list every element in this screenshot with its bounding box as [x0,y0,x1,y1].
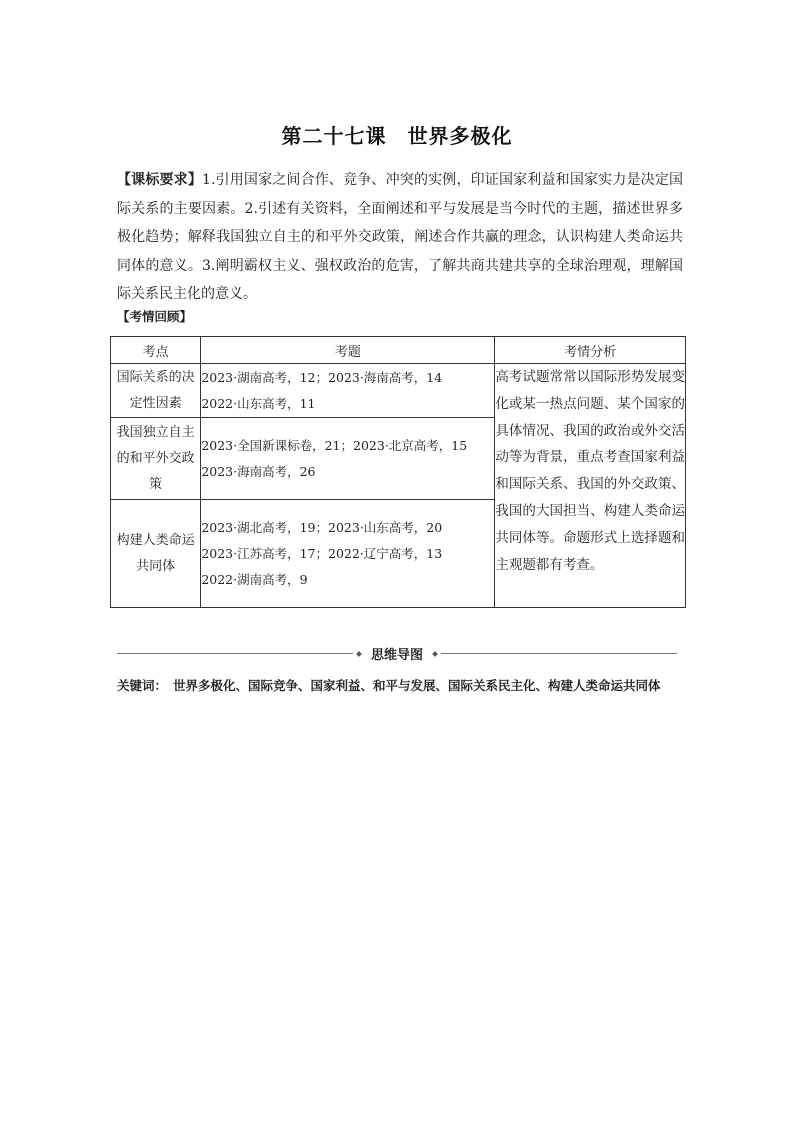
header-point: 考点 [111,337,201,364]
divider-line-right [441,653,677,654]
keywords [117,672,683,700]
page-title: 第二十七课 世界多极化 [281,124,513,148]
header-topics: 考题 [201,337,495,364]
topic-line: 2022·湖南高考，9 [201,571,308,587]
topic-line: 2023·海南高考，26 [201,463,316,479]
requirements-label: 【课标要求】 [117,172,203,188]
topic-line: 2023·全国新课标卷，21；2023·北京高考，15 [201,437,468,453]
row-topics [201,500,495,608]
diamond-icon [356,651,362,657]
topic-line: 2023·江苏高考，17；2022·辽宁高考，13 [201,545,443,561]
requirements-text: 1.引用国家之间合作、竞争、冲突的实例，印证国家利益和国家实力是决定国际关系的主要因素。2.引述有关资料，全面阐述和平与发展是当今时代的主题，描述世界多极化趋势；解释我国独立自主的和平外交政策，阐述合作共赢的理念，认识构建人类命运共同体的意义。3.阐明霸权主义、强权政治的危害，了解共商共建共享的全球治理观，理解国际关系民主化的意义。 [117,172,684,303]
keywords-label: 关键词： [117,678,168,693]
row-topics [201,418,495,500]
mind-map-divider [117,644,677,663]
header-analysis: 考情分析 [495,337,686,364]
keywords-text: 世界多极化、国际竞争、国家利益、和平与发展、国际关系民主化、构建人类命运共同体 [173,678,661,693]
mind-map-label: 思维导图 [371,648,424,663]
diamond-icon [432,651,438,657]
row-topics [201,364,495,418]
analysis-cell: 高考试题常常以国际形势发展变化或某一热点问题、某个国家的具体情况、我国的政治或外交活动等为背景，重点考查国家利益和国际关系、我国的外交政策、我国的大国担当、构建人类命运共同体等。命题形式上选择题和主观题都有考查。 [495,364,686,608]
topic-line: 2023·湖北高考，19；2023·山东高考，20 [201,519,443,535]
row-point: 我国独立自主的和平外交政策 [111,418,201,500]
row-point: 国际关系的决定性因素 [111,364,201,418]
table-header-row [111,337,686,364]
table-row [111,364,686,418]
exam-review-table [110,336,686,608]
topic-line: 2023·湖南高考，12；2023·海南高考，14 [201,369,443,385]
review-label: 【考情回顾】 [117,309,193,324]
row-point: 构建人类命运共同体 [111,500,201,608]
curriculum-requirements [117,166,683,309]
topic-line: 2022·山东高考，11 [201,395,316,411]
divider-line-left [117,653,353,654]
